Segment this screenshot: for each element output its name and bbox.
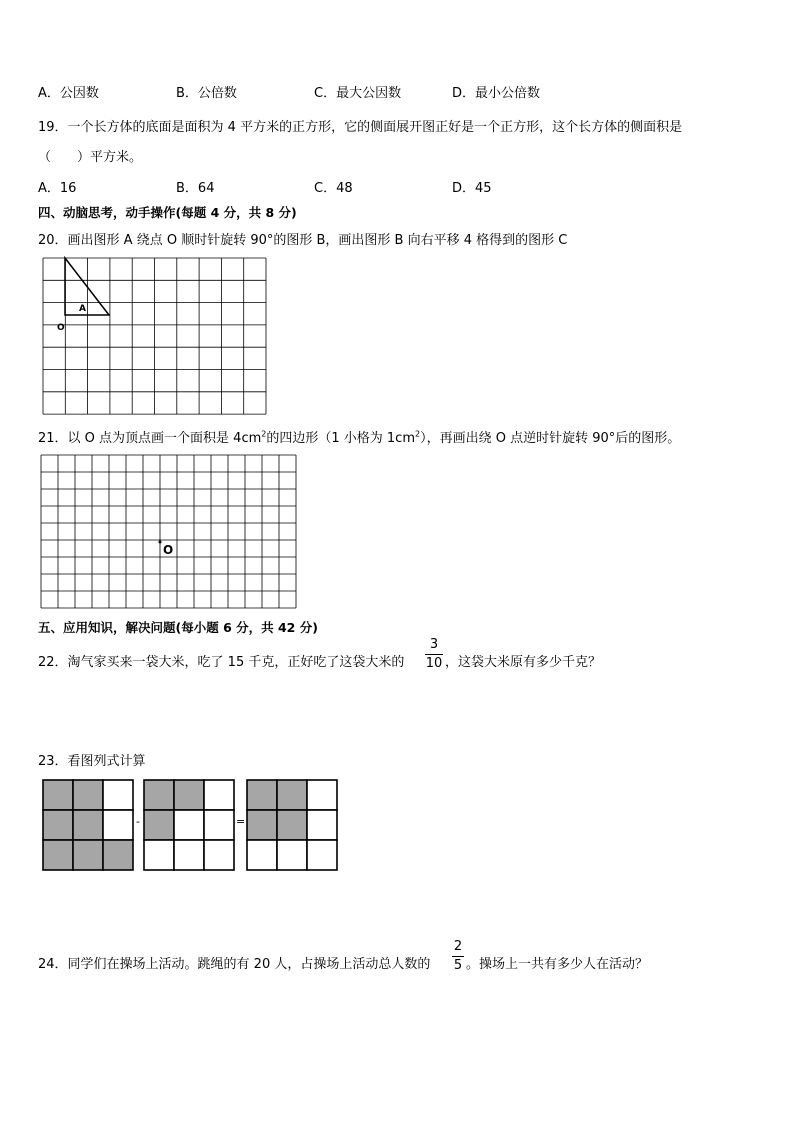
figure-cell: [73, 810, 103, 840]
q24-frac-num: 2: [453, 939, 463, 954]
q19-text-line2: （ ）平方米。: [38, 150, 143, 165]
figure-cell: [204, 810, 234, 840]
q21-sup-1: 2: [261, 429, 267, 439]
q21-point-o: [159, 541, 162, 544]
figure-cell: [43, 840, 73, 870]
figure-cell: [247, 780, 277, 810]
q23-minus-sign: -: [136, 815, 140, 828]
q20-label-a: A: [79, 304, 86, 314]
q23-equals-sign: =: [236, 815, 246, 828]
figure-cell: [144, 840, 174, 870]
section-4-title: 四、动脑思考，动手操作(每题 4 分，共 8 分): [38, 205, 297, 220]
figure-cell: [247, 840, 277, 870]
q24-fraction: [452, 940, 464, 973]
q24-text-after: 。操场上一共有多少人在活动？: [466, 957, 649, 972]
q18-options: [38, 82, 638, 100]
figure-cell: [307, 780, 337, 810]
q20-label-o: O: [57, 323, 65, 333]
figure-cell: [307, 810, 337, 840]
figure-cell: [277, 810, 307, 840]
figure-cell: [73, 840, 103, 870]
q21-sup-2: 2: [414, 429, 421, 439]
q19-option-d: D．45: [452, 181, 492, 196]
q18-option-b: B．公倍数: [176, 86, 237, 101]
q21-grid: [40, 454, 298, 610]
figure-cell: [174, 840, 204, 870]
q22-text-before: 22．淘气家买来一袋大米，吃了 15 千克，正好吃了这袋大米的: [38, 655, 405, 670]
q21-text-after: ），再画出绕 O 点逆时针旋转 90°后的图形。: [420, 431, 681, 446]
q23-text: 23．看图列式计算: [38, 754, 146, 769]
figure-cell: [73, 780, 103, 810]
q22-frac-bar: [425, 654, 443, 655]
figure-cell: [103, 810, 133, 840]
q24-frac-bar: [452, 956, 464, 957]
figure-cell: [144, 810, 174, 840]
figure-cell: [144, 780, 174, 810]
q18-option-c: C．最大公因数: [314, 86, 402, 101]
figure-cell: [43, 810, 73, 840]
figure-cell: [174, 810, 204, 840]
q22-frac-den: 10: [425, 656, 443, 671]
q19-option-b: B．64: [176, 181, 215, 196]
q21-label-o: O: [163, 543, 174, 557]
q20-text: 20．画出图形 A 绕点 O 顺时针旋转 90°的图形 B，画出图形 B 向右平移 4 格得到的图形 C: [38, 233, 568, 248]
q23-figure-1: [42, 779, 134, 871]
figure-cell: [174, 780, 204, 810]
figure-cell: [103, 840, 133, 870]
q20-grid: [38, 255, 268, 415]
figure-cell: [307, 840, 337, 870]
q20-triangle-a: [65, 258, 109, 315]
q21-text-before: 21．以 O 点为顶点画一个面积是 4cm: [38, 431, 262, 446]
q21-text-mid: 的四边形（1 小格为 1cm: [266, 431, 415, 446]
figure-cell: [204, 780, 234, 810]
q24-text-before: 24．同学们在操场上活动。跳绳的有 20 人，占操场上活动总人数的: [38, 957, 431, 972]
q23-figure-2: [143, 779, 235, 871]
q19-text-line1: 19．一个长方体的底面是面积为 4 平方米的正方形，它的侧面展开图正好是一个正方形，这个长方体的侧面积是: [38, 120, 683, 135]
q22-fraction: [425, 638, 443, 671]
q23-figure-3: [246, 779, 338, 871]
q18-option-d: D．最小公倍数: [452, 86, 541, 101]
figure-cell: [277, 780, 307, 810]
q19-options: [38, 177, 638, 195]
figure-cell: [103, 780, 133, 810]
q19-option-a: A．16: [38, 181, 77, 196]
q18-option-a: A．公因数: [38, 86, 99, 101]
figure-cell: [277, 840, 307, 870]
figure-cell: [247, 810, 277, 840]
q21-text: [38, 427, 680, 446]
figure-cell: [204, 840, 234, 870]
q22-text-after: ，这袋大米原有多少千克？: [445, 655, 602, 670]
figure-cell: [43, 780, 73, 810]
q19-option-c: C．48: [314, 181, 353, 196]
section-5-title: 五、应用知识，解决问题(每小题 6 分，共 42 分): [38, 620, 318, 635]
q24-frac-den: 5: [453, 958, 463, 973]
q22-frac-num: 3: [429, 637, 439, 652]
